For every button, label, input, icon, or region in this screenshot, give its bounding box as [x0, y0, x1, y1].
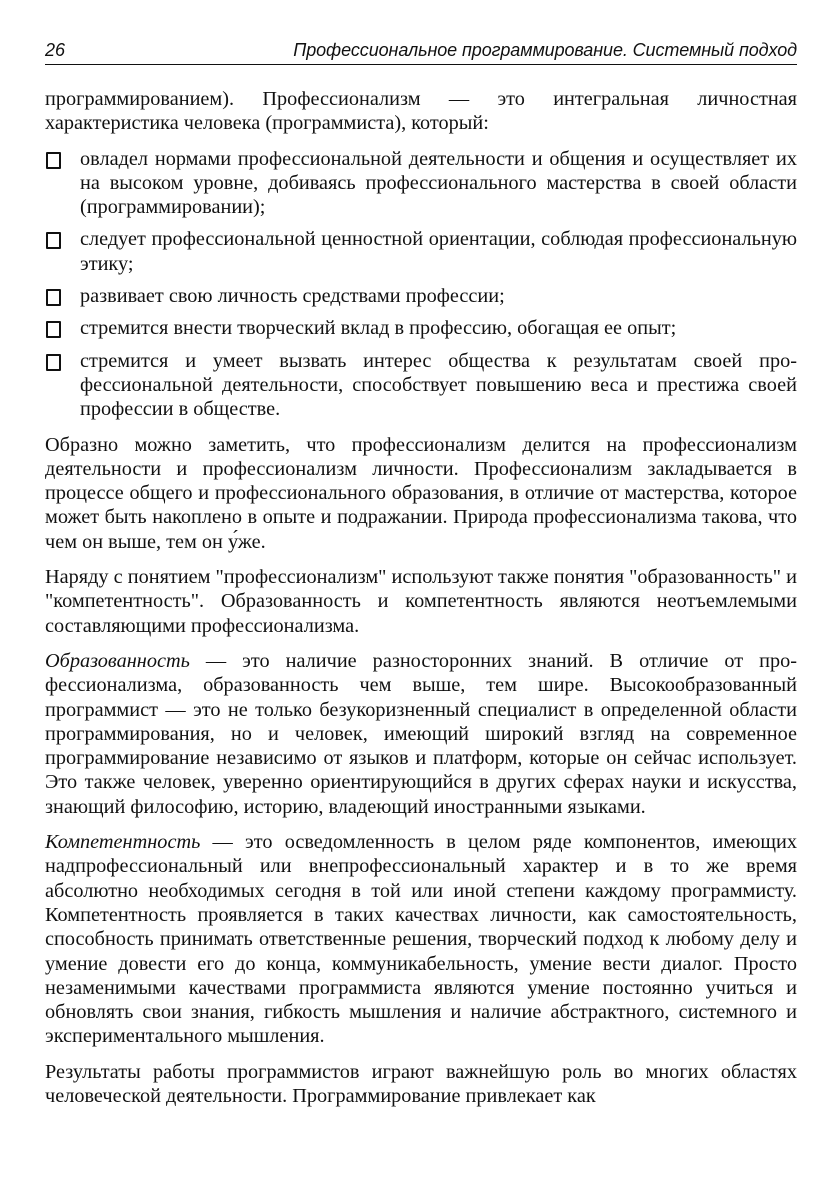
checkbox-bullet-icon	[46, 321, 61, 338]
paragraph-competence-text: — это осведомленность в целом ряде компонентов, имеющих надпрофессиональный или внепрофессиональный характер и в то же время абсолютно необходимых сегодня в той или иной степени каждому программисту. Компетентность проявляется в таких качествах личности, как самостоятельность, способность принимать ответственные решения, творческий подход к любому делу и умение довести его до конца, коммуникабельность, умение вести диалог. Просто незаменимыми качествами программиста являются умение постоянно учиться и обновлять свои знания, гибкость мышления и наличие абстрактного, системного и экспериментального мышления.	[45, 831, 797, 1048]
list-item	[45, 147, 797, 220]
page-number: 26	[45, 40, 66, 60]
list-item-text: развивает свою личность средствами профессии;	[80, 285, 505, 308]
bullet-list	[45, 147, 797, 422]
intro-paragraph: программированием). Профессионализм — это интегральная личностная характеристика человека (программиста), который:	[45, 88, 797, 135]
body-text	[45, 87, 797, 1119]
term-education: Образованность	[45, 649, 190, 672]
paragraph-education-text: — это наличие разносторонних знаний. В отличие от профессионализма, образованность чем выше, тем шире. Высокообразованный программист — это не только безукоризненный специалист в определенной области программирования, но и человек, имеющий широкий взгляд на современное программирование независимо от языков и платформ, которые он сейчас использует. Это также человек, уверенно ориентирующийся в других сферах науки и искусства, знающий философию, историю, владеющий иностранными языками.	[45, 649, 797, 818]
term-competence: Компетентность	[45, 831, 201, 854]
list-item	[45, 284, 797, 308]
checkbox-bullet-icon	[46, 232, 61, 249]
checkbox-bullet-icon	[46, 152, 61, 169]
list-item-text: стремится внести творческий вклад в профессию, обогащая ее опыт;	[80, 317, 677, 340]
running-head	[45, 38, 797, 65]
list-item-text: овладел нормами профессиональной деятельности и общения и осуществляет их на высоком уровне, добиваясь профессионального мастерства в своей области (программировании);	[80, 147, 797, 219]
running-title: Профессиональное программирование. Системный подход	[293, 40, 797, 60]
list-item	[45, 227, 797, 276]
paragraph-concepts: Наряду с понятием "профессионализм" используют также понятия "образованность" и "компетентность". Образованность и компетентность являются неотъемлемыми составляющими профессионализма.	[45, 566, 797, 637]
list-item-text: следует профессиональной ценностной ориентации, соблюдая профессиональную этику;	[80, 228, 797, 275]
checkbox-bullet-icon	[46, 289, 61, 306]
list-item-text: стремится и умеет вызвать интерес общества к результатам своей профессиональной деятельности, способствует повышению веса и престижа своей профессии в обществе.	[80, 349, 797, 421]
list-item	[45, 349, 797, 422]
paragraph-results: Результаты работы программистов играют важнейшую роль во многих областях человеческой деятельности. Программирование привлекает как	[45, 1060, 797, 1107]
paragraph-education	[45, 649, 797, 819]
paragraph-professionalism: Образно можно заметить, что профессионализм делится на профессионализм деятельности и профессионализм личности. Профессионализм закладывается в процессе общего и профессионального образования, в отличие от мастерства, которое может быть накоплено в опыте и подражании. Природа профессионализма такова, что чем он выше, тем он у́же.	[45, 433, 797, 553]
checkbox-bullet-icon	[46, 354, 61, 371]
list-item	[45, 316, 797, 340]
paragraph-competence	[45, 830, 797, 1049]
